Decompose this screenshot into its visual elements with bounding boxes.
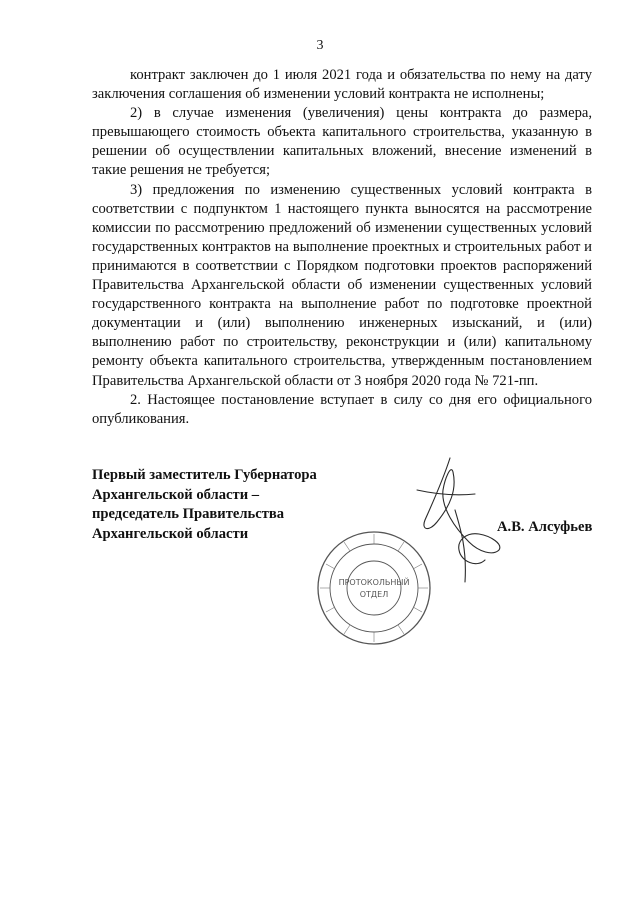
paragraph-continuation: контракт заключен до 1 июля 2021 года и обязательства по нему на дату заключения соглашения об изменении условий контракта не исполнены; xyxy=(92,67,592,103)
page-number: 3 xyxy=(316,38,324,53)
signer-name: А.В. Алсуфьев xyxy=(497,519,593,535)
signer-position-line: Первый заместитель Губернатора xyxy=(92,467,317,483)
signer-position-line: председатель Правительства xyxy=(92,506,285,522)
paragraph-item-3: 3) предложения по изменению существенных условий контракта в соответствии с подпунктом 1 настоящего пункта выносятся на рассмотрение комиссии по рассмотрению предложений об изменении существенных условий государственных контрактов на выполнение проектных и строительных работ и принимаются в соответствии с Порядком подготовки проектов распоряжений Правительства Архангельской области об изменении существенных условий государственного контракта на выполнение работ по подготовке проектной документации и (или) выполнению инженерных изысканий, и (или) выполнению работ по строительству, реконструкции и (или) капитальному ремонту объекта капитального строительства, утвержденным постановлением Правительства Архангельской области от 3 ноября 2020 года № 721-пп. xyxy=(92,181,592,389)
stamp-text-line: ПРОТОКОЛЬНЫЙ xyxy=(338,578,410,587)
signer-position xyxy=(92,466,317,544)
document-body xyxy=(92,66,592,429)
stamp-graphic xyxy=(314,528,434,648)
signer-position-line: Архангельской области – xyxy=(92,486,260,503)
paragraph-item-2: 2) в случае изменения (увеличения) цены контракта до размера, превышающего стоимость объекта капитального строительства, указанную в решении об осуществлении капитальных вложений, внесение изменений в такие решения не требуется; xyxy=(92,105,592,179)
official-stamp xyxy=(314,528,434,648)
signer-position-line: Архангельской области xyxy=(92,525,249,542)
paragraph-point-2: 2. Настоящее постановление вступает в силу со дня его официального опубликования. xyxy=(92,391,592,427)
stamp-text-line: ОТДЕЛ xyxy=(359,590,389,599)
